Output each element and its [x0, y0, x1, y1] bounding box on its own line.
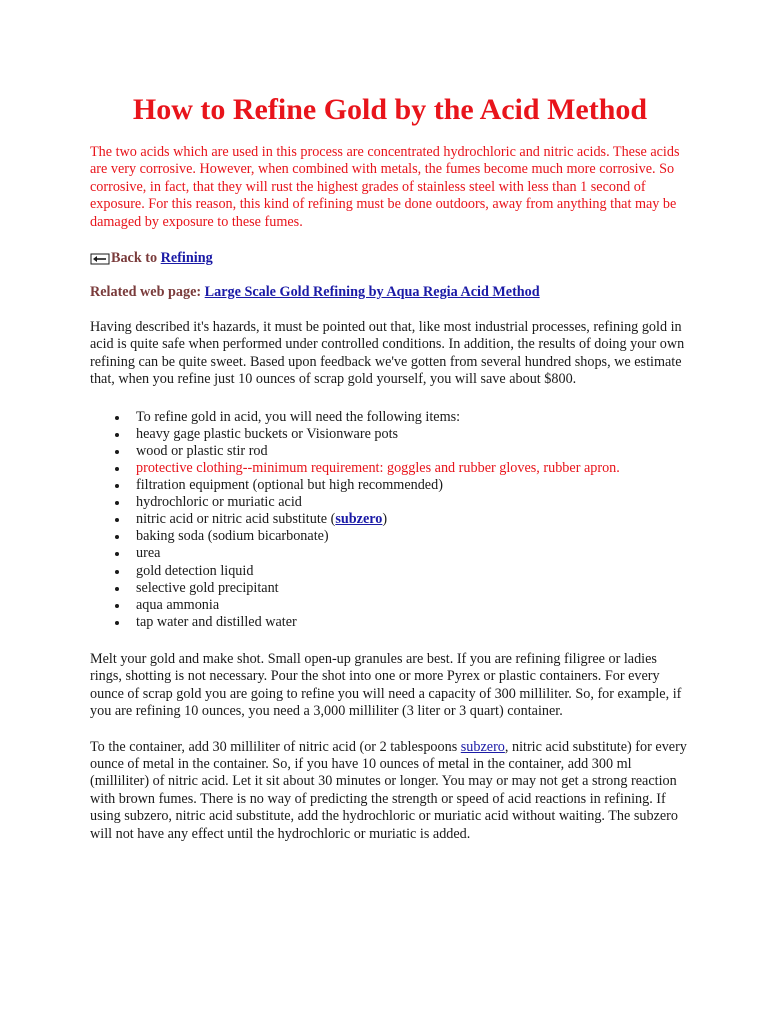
refining-link[interactable]: Refining — [160, 250, 213, 267]
list-item: wood or plastic stir rod — [136, 443, 690, 460]
list-item: selective gold precipitant — [136, 580, 690, 597]
nitric-item-suffix: ) — [382, 511, 388, 528]
list-item: aqua ammonia — [136, 597, 690, 614]
required-items-list — [90, 409, 690, 631]
back-arrow-icon[interactable] — [90, 253, 110, 265]
nitric-acid-paragraph — [90, 739, 690, 843]
nitric-item-text: nitric acid or nitric acid substitute ( — [136, 511, 336, 528]
related-web-page — [90, 284, 690, 301]
subzero-link[interactable]: subzero — [335, 511, 383, 528]
melt-gold-paragraph: Melt your gold and make shot. Small open-up granules are best. If you are refining filigree or ladies rings, shotting is not necessary. Pour the shot into one or more Pyrex or plastic containers. For every ounce of scrap gold you are going to refine you will need a capacity of 300 milliliter. So, for example, if you are refining 10 ounces, you need a 3,000 milliliter (3 liter or 3 quart) container. — [90, 650, 682, 720]
list-item: filtration equipment (optional but high recommended) — [136, 477, 690, 494]
nitric-para-before: To the container, add 30 milliliter of nitric acid (or 2 tablespoons — [90, 738, 461, 755]
list-item: urea — [136, 545, 690, 562]
list-item: hydrochloric or muriatic acid — [136, 494, 690, 511]
large-scale-refining-link[interactable]: Large Scale Gold Refining by Aqua Regia Acid Method — [204, 284, 540, 301]
list-item: gold detection liquid — [136, 563, 690, 580]
list-item-nitric — [136, 511, 690, 528]
list-item: tap water and distilled water — [136, 614, 690, 631]
back-to-refining — [90, 250, 690, 267]
list-item: To refine gold in acid, you will need the following items: — [136, 409, 690, 426]
list-item: baking soda (sodium bicarbonate) — [136, 528, 690, 545]
document-page — [90, 0, 690, 843]
subzero-inline-link[interactable]: subzero — [460, 738, 505, 755]
list-item: heavy gage plastic buckets or Visionware pots — [136, 426, 690, 443]
back-prefix: Back to — [111, 250, 158, 267]
page-title: How to Refine Gold by the Acid Method — [132, 93, 648, 126]
related-label: Related web page: — [90, 284, 205, 301]
nitric-para-after: , nitric acid substitute) for every ounce of metal in the container. So, if you have 10 ounces of metal in the container, add 300 ml (milliliter) of nitric acid. Let it sit about 30 minutes or longer. You may or may not get a strong reaction with brown fumes. There is no way of predicting the strength or speed of acid reactions in refining. If using subzero, nitric acid substitute, add the hydrochloric or muriatic acid without waiting. The subzero will not have any effect until the hydrochloric or muriatic is added. — [90, 738, 687, 842]
list-item-protective-clothing: protective clothing--minimum requirement: goggles and rubber gloves, rubber apron. — [136, 460, 690, 477]
hazards-paragraph: Having described it's hazards, it must be pointed out that, like most industrial processes, refining gold in acid is quite safe when performed under controlled conditions. In addition, the results of doing your own refining can be quite sweet. Based upon feedback we've gotten from several hundred shops, we estimate that, when you refine just 10 ounces of scrap gold yourself, you will save about $800. — [90, 319, 685, 388]
intro-warning: The two acids which are used in this process are concentrated hydrochloric and nitric acids. These acids are very corrosive. However, when combined with metals, the fumes become much more corrosive. So corrosive, in fact, that they will rust the highest grades of stainless steel with less than 1 second of exposure. For this reason, this kind of refining must be done outdoors, away from anything that may be damaged by exposure to these fumes. — [90, 144, 680, 230]
